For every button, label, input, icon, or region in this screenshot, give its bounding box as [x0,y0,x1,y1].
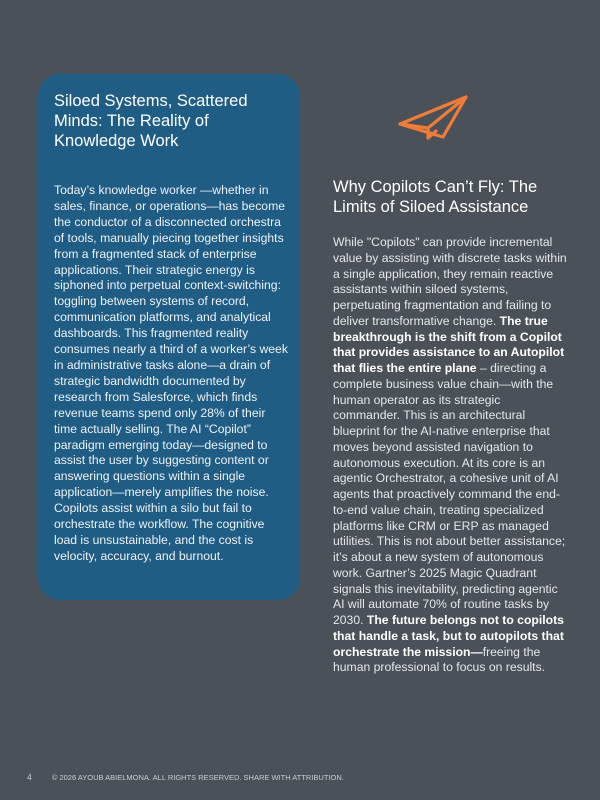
card-title: Siloed Systems, Scattered Minds: The Reality of Knowledge Work [54,92,248,150]
card-body: Today’s knowledge worker —whether in sales, finance, or operations—has become the conductor of a disconnected orchestra of tools, manually piecing together insights from a fragmented stack of enterprise applications. Their strategic energy is siphoned into perpetual context-switching: toggling between systems of record, communication platforms, and analytical dashboards. This fragmented reality consumes nearly a third of a worker’s week in administrative tasks alone—a drain of strategic bandwidth documented by research from Salesforce, which finds revenue teams spend only 28% of their time actually selling. The AI “Copilot” paradigm emerging today—designed to assist the user by suggesting content or answering questions within a single application—merely amplifies the noise. Copilots assist within a silo but fail to orchestrate the workflow. The cognitive load is unsustainable, and the cost is velocity, accuracy, and burnout. [54,183,288,563]
section-body [333,235,569,676]
page-number: 4 [27,772,32,782]
body-text-1: While "Copilots" can provide incremental value by assisting with discrete tasks within a single application, they remain reactive assistants within siloed systems, perpetuating fragmentation and failing to deliver transformative change. [333,235,567,328]
section-title: Why Copilots Can’t Fly: The Limits of Siloed Assistance [333,178,538,216]
paper-plane-icon [398,94,470,140]
body-highlight-2: The future belongs not to copilots that handle a task, but to autopilots that orchestrate the mission— [333,613,564,659]
body-highlight-1: The true breakthrough is the shift from a Copilot that provides assistance to an Autopilot that flies the entire plane [333,313,565,375]
page-footer [27,771,344,783]
body-text-2: – directing a complete business value chain—with the human operator as its strategic commander. This is an architectural blueprint for the AI-native enterprise that moves beyond assisted navigation to autonomous execution. At its core is an agentic Orchestrator, a cohesive unit of AI agents that proactively command the end-to-end value chain, treating specialized platforms like CRM or ERP as managed utilities. This is not about better assistance; it’s about a new system of autonomous work. Gartner’s 2025 Magic Quadrant signals this inevitability, predicting agentic AI will automate 70% of routine tasks by 2030. [333,361,566,627]
copyright-notice: © 2026 AYOUB ABIELMONA. ALL RIGHTS RESERVED. SHARE WITH ATTRIBUTION. [51,773,344,782]
body-text-3: freeing the human professional to focus on results. [333,644,546,675]
info-card [38,74,300,600]
